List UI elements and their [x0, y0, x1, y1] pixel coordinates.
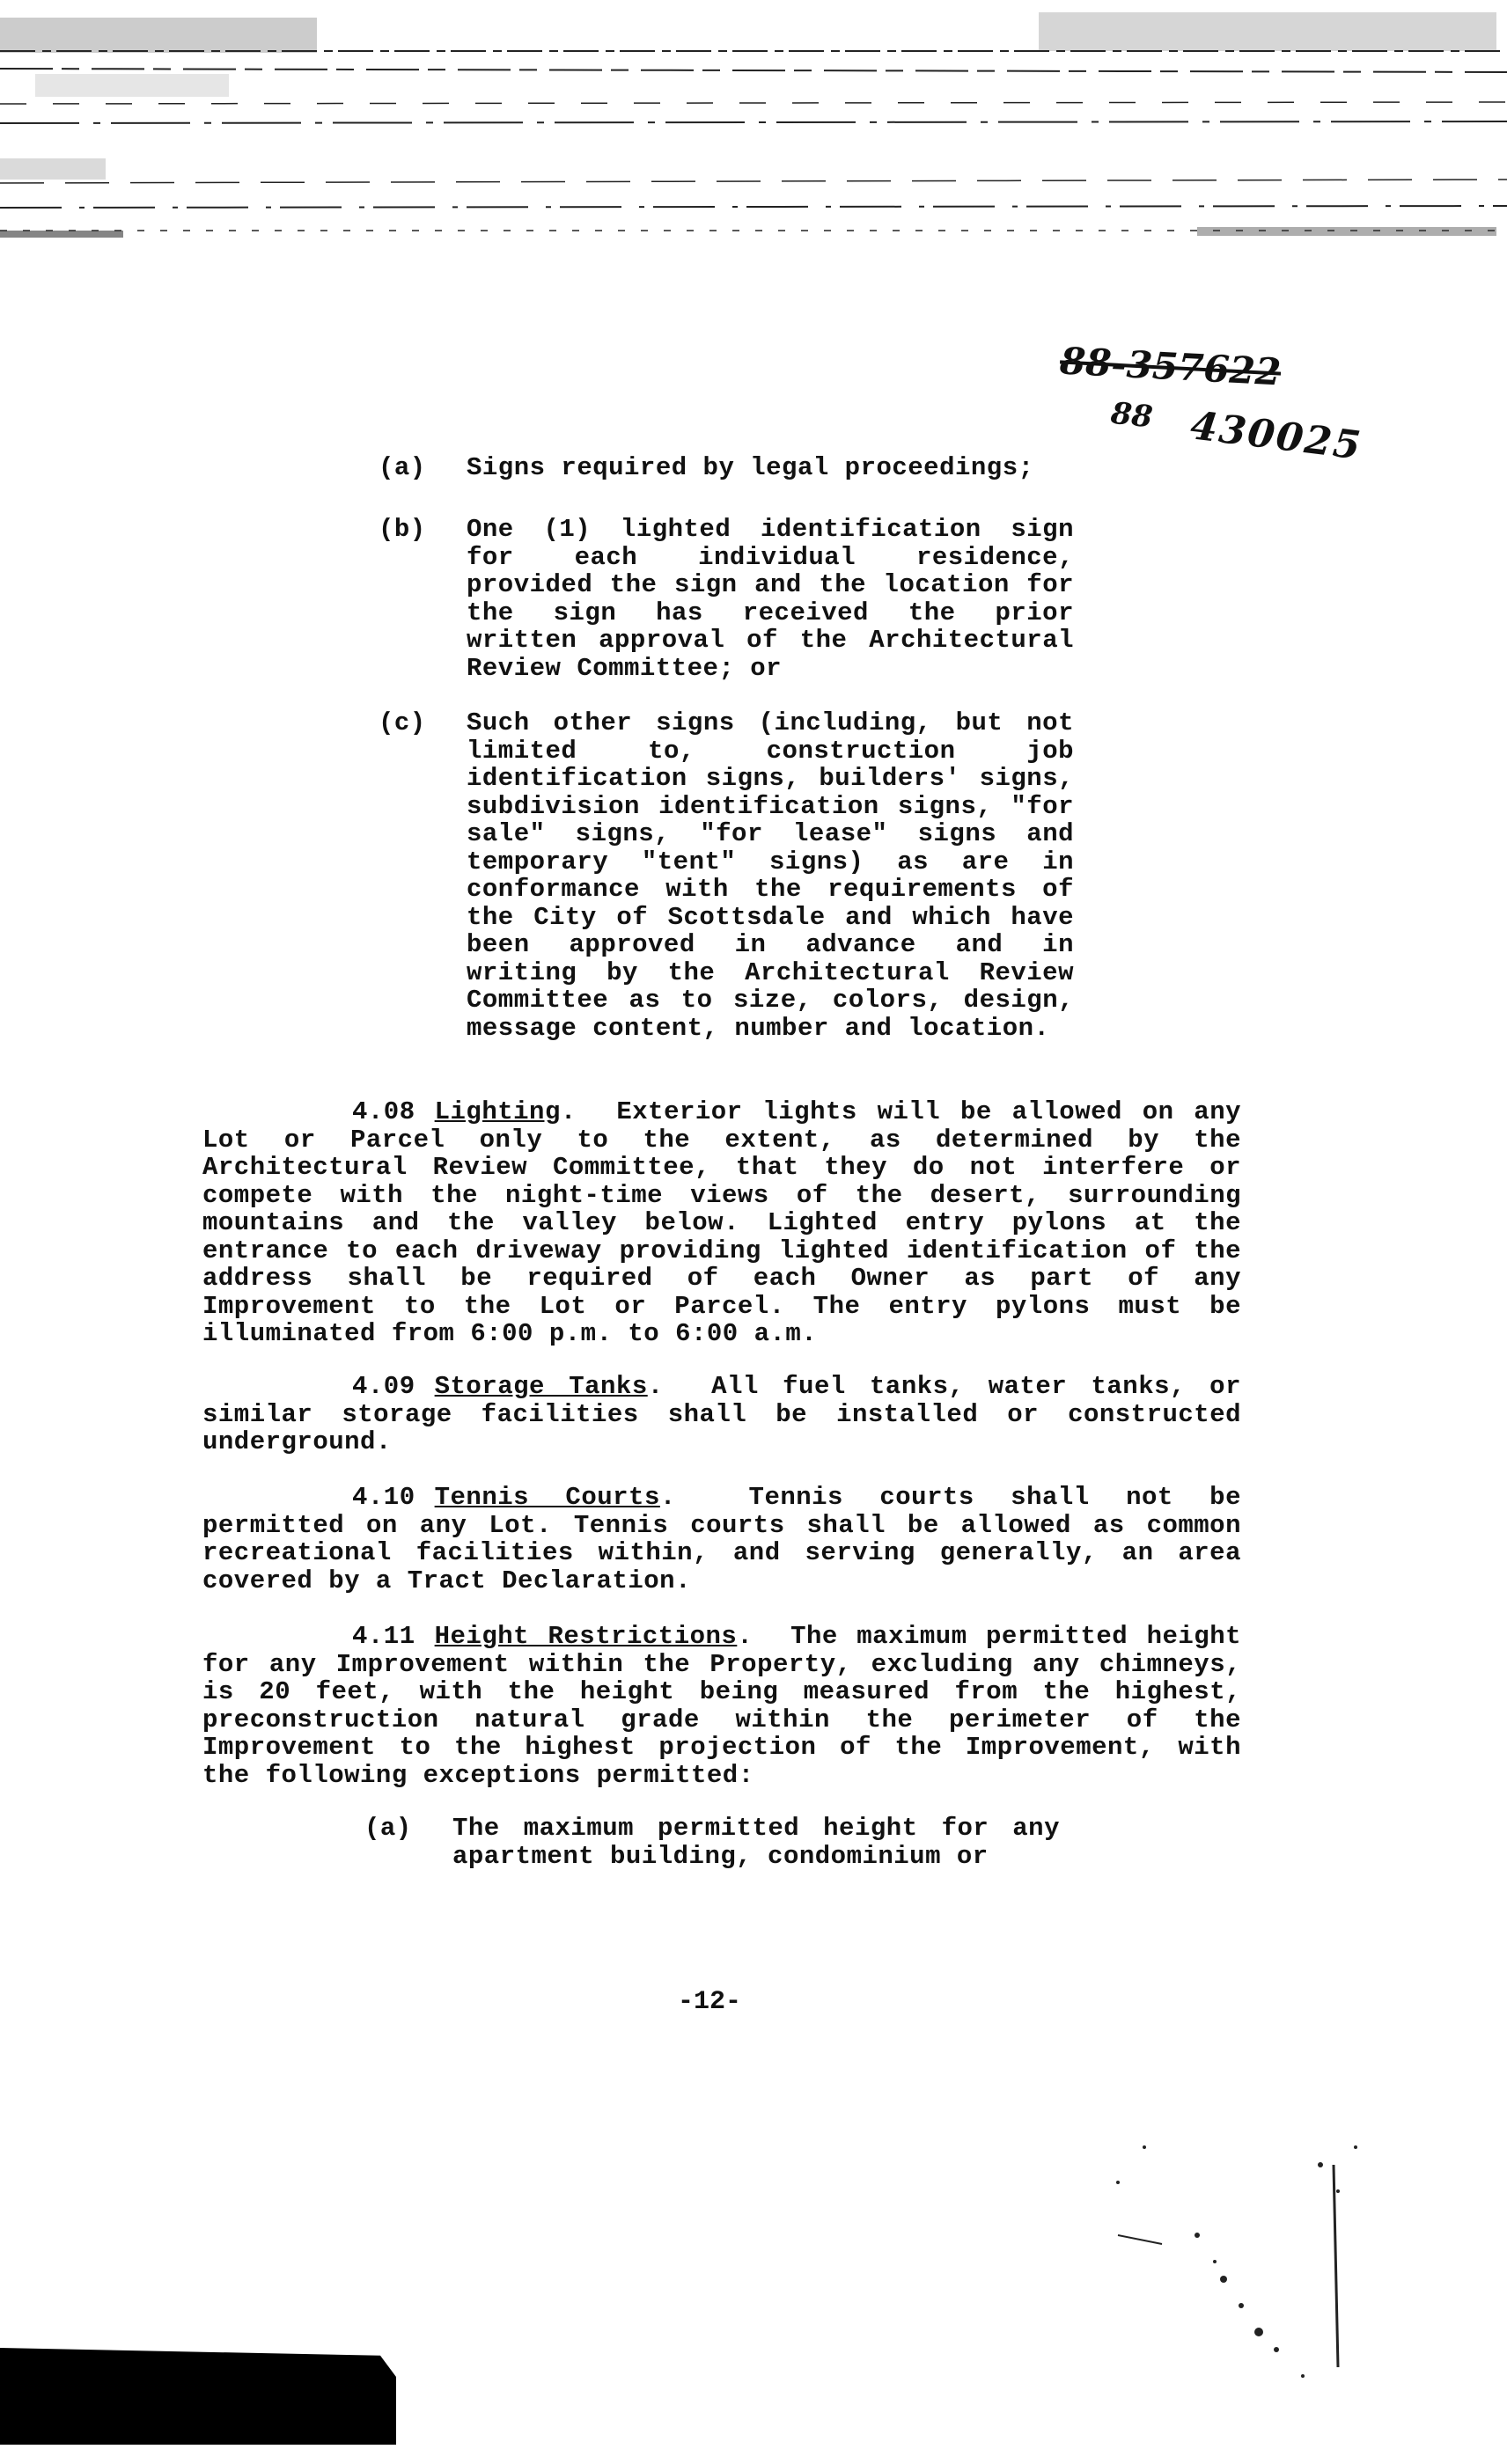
list-item [364, 1815, 1069, 1885]
old-document-number: 88-357622 [1058, 339, 1283, 394]
section-heading: Height Restrictions [434, 1622, 738, 1651]
section-4-11: 4.11 Height Restrictions. The maximum permitted height for any Improvement within the Property, excluding any chimneys, is 20 feet, with the height being measured from the highest, preconstruction natural grade within the perimeter of the Improvement to the highest projection of the Improvement, with the following exceptions permitted: [202, 1622, 1242, 1790]
document-number: 430025 [1187, 403, 1365, 469]
section-heading: Lighting [434, 1097, 561, 1126]
section-4-08: 4.08 Lighting. Exterior lights will be allowed on any Lot or Parcel only to the extent, as determined by the Architectural Review Committee, that they do not interfere or compete with the night-time views of the desert, surrounding mountains and the valley below. Lighted entry pylons at the entrance to each driveway providing lighted identification of the address shall be required of each Owner as part of any Improvement to the Lot or Parcel. The entry pylons must be illuminated from 6:00 p.m. to 6:00 a.m. [202, 1097, 1241, 1348]
page-number: -12- [678, 1987, 742, 2017]
section-text: The maximum permitted height for any Improvement within the Property, excluding any chimneys, is 20 feet, with the height being measured from the highest, preconstruction natural grade within the perimeter of the Improvement to the highest projection of the Improvement, with the following exceptions permitted: [202, 1622, 1242, 1790]
document-number-prefix: 88 [1109, 395, 1155, 436]
scan-noise-header [0, 0, 1507, 255]
section-4-09: 4.09 Storage Tanks. All fuel tanks, water tanks, or similar storage facilities shall be installed or constructed underground. [202, 1372, 1241, 1456]
scan-specks [1092, 2130, 1426, 2394]
section-text: All fuel tanks, water tanks, or similar storage facilities shall be installed or constructed underground. [202, 1372, 1241, 1456]
item-text: Signs required by legal proceedings; [467, 453, 1034, 482]
section-heading: Storage Tanks [434, 1372, 648, 1401]
list-item [379, 516, 1083, 692]
item-label: (c) [379, 708, 426, 737]
section-text: Tennis courts shall not be permitted on any Lot. Tennis courts shall be allowed as common recreational facilities within, and serving generally, an area covered by a Tract Declaration. [202, 1483, 1241, 1595]
section-4-10: 4.10 Tennis Courts. Tennis courts shall not be permitted on any Lot. Tennis courts shall be allowed as common recreational facilities within, and serving generally, an area covered by a Tract Declaration. [202, 1483, 1241, 1595]
list-item [379, 709, 1083, 1079]
item-label: (a) [379, 453, 426, 482]
section-heading: Tennis Courts [434, 1483, 660, 1512]
scan-edge-black-mark [0, 2348, 396, 2445]
item-label: (a) [364, 1814, 412, 1843]
section-number: 4.11 [352, 1622, 415, 1651]
section-number: 4.08 [352, 1097, 415, 1126]
section-number: 4.10 [352, 1483, 415, 1512]
list-item [379, 454, 1083, 489]
section-text: Exterior lights will be allowed on any Lot or Parcel only to the extent, as determined by the Architectural Review Committee, that they do not interfere or compete with the night-time views of the desert, surrounding mountains and the valley below. Lighted entry pylons at the entrance to each driveway providing lighted identification of the address shall be required of each Owner as part of any Improvement to the Lot or Parcel. The entry pylons must be illuminated from 6:00 p.m. to 6:00 a.m. [202, 1097, 1241, 1348]
item-text: One (1) lighted identification sign for each individual residence, provided the sign and the location for the sign has received the prior written approval of the Architectural Review Committee; or [467, 515, 1074, 683]
item-text: The maximum permitted height for any apartment building, condominium or [452, 1814, 1060, 1871]
item-text: Such other signs (including, but not limited to, construction job identification signs, builders' signs, subdivision identification signs, "for sale" signs, "for lease" signs and temporary "tent" signs) as are in conformance with the requirements of the City of Scottsdale and which have been approved in advance and in writing by the Architectural Review Committee as to size, colors, design, message content, number and location. [467, 708, 1074, 1043]
item-label: (b) [379, 515, 426, 544]
section-number: 4.09 [352, 1372, 415, 1401]
